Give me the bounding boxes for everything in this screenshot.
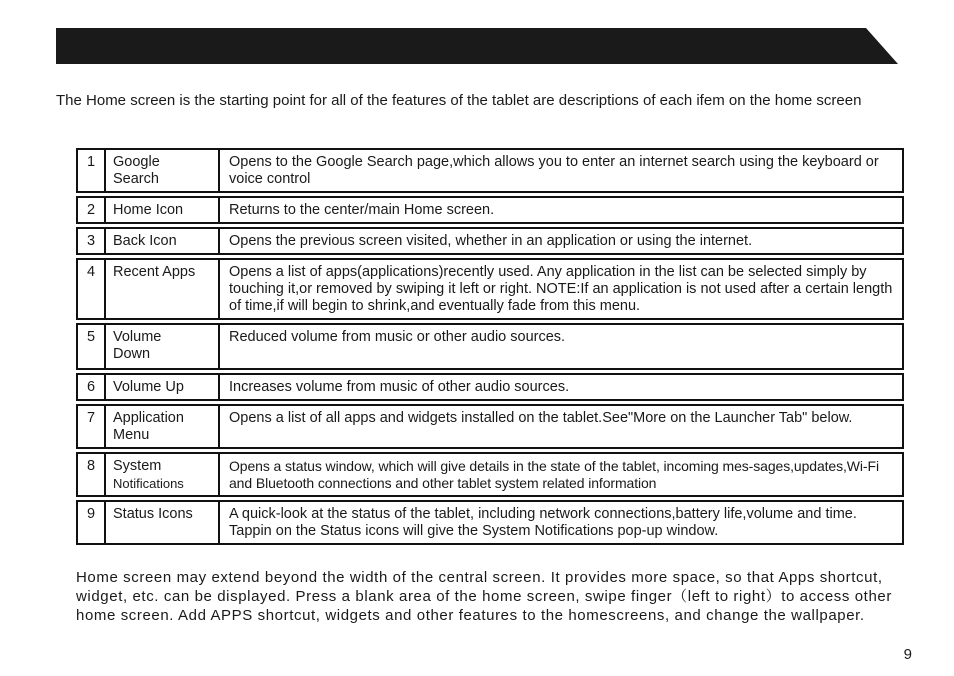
feature-name: Status Icons — [106, 500, 220, 545]
row-number: 5 — [76, 323, 106, 370]
table-row — [76, 404, 904, 449]
row-number: 6 — [76, 373, 106, 401]
feature-description: Opens a list of apps(applications)recently used. Any application in the list can be selected simply by touching it,or removed by swiping it left or right. NOTE:If an application is not used after a certain length of time,if will begin to shrink,and eventually fade from this menu. — [220, 258, 904, 320]
feature-description: Increases volume from music of other audio sources. — [220, 373, 904, 401]
feature-name: Home Icon — [106, 196, 220, 224]
table-row — [76, 258, 904, 320]
table-row — [76, 452, 904, 497]
row-number: 9 — [76, 500, 106, 545]
feature-description: Returns to the center/main Home screen. — [220, 196, 904, 224]
feature-name: Back Icon — [106, 227, 220, 255]
table-row — [76, 500, 904, 545]
feature-description: A quick-look at the status of the tablet, including network connections,battery life,volume and time. Tappin on the Status icons will give the System Notifications pop-up window. — [220, 500, 904, 545]
header-bar-shape — [56, 28, 898, 64]
home-screen-features-table — [76, 145, 904, 548]
feature-name-line: Notifications — [113, 476, 184, 491]
page-number: 9 — [903, 646, 912, 663]
intro-paragraph: The Home screen is the starting point for all of the features of the tablet are descriptions of each ifem on the home screen — [56, 92, 862, 109]
home-screen-note-paragraph: Home screen may extend beyond the width of the central screen. It provides more space, so that Apps shortcut, widget, etc. can be displayed. Press a blank area of the home screen, swipe finger（left to right）to access other home screen. Add APPS shortcut, widgets and other features to the homescreens, and change the wallpaper. — [76, 569, 892, 624]
row-number: 3 — [76, 227, 106, 255]
feature-description: Reduced volume from music or other audio sources. — [220, 323, 904, 370]
row-number: 7 — [76, 404, 106, 449]
feature-name — [106, 452, 220, 497]
feature-description: Opens to the Google Search page,which allows you to enter an internet search using the keyboard or voice control — [220, 148, 904, 193]
feature-name: Google Search — [106, 148, 220, 193]
feature-name: Volume Down — [106, 323, 220, 370]
table-row — [76, 373, 904, 401]
table-row — [76, 227, 904, 255]
feature-name: Volume Up — [106, 373, 220, 401]
table-row — [76, 323, 904, 370]
row-number: 8 — [76, 452, 106, 497]
row-number: 2 — [76, 196, 106, 224]
feature-description: Opens a status window, which will give details in the state of the tablet, incoming mes-sages,updates,Wi-Fi and Bluetooth connections and other tablet system related information — [220, 452, 904, 497]
feature-description: Opens a list of all apps and widgets installed on the tablet.See"More on the Launcher Tab" below. — [220, 404, 904, 449]
table-row — [76, 196, 904, 224]
feature-name: Application Menu — [106, 404, 220, 449]
row-number: 4 — [76, 258, 106, 320]
feature-description: Opens the previous screen visited, whether in an application or using the internet. — [220, 227, 904, 255]
table-row — [76, 148, 904, 193]
section-header-bar — [56, 28, 898, 64]
feature-name-line: System — [113, 458, 162, 474]
feature-name: Recent Apps — [106, 258, 220, 320]
row-number: 1 — [76, 148, 106, 193]
